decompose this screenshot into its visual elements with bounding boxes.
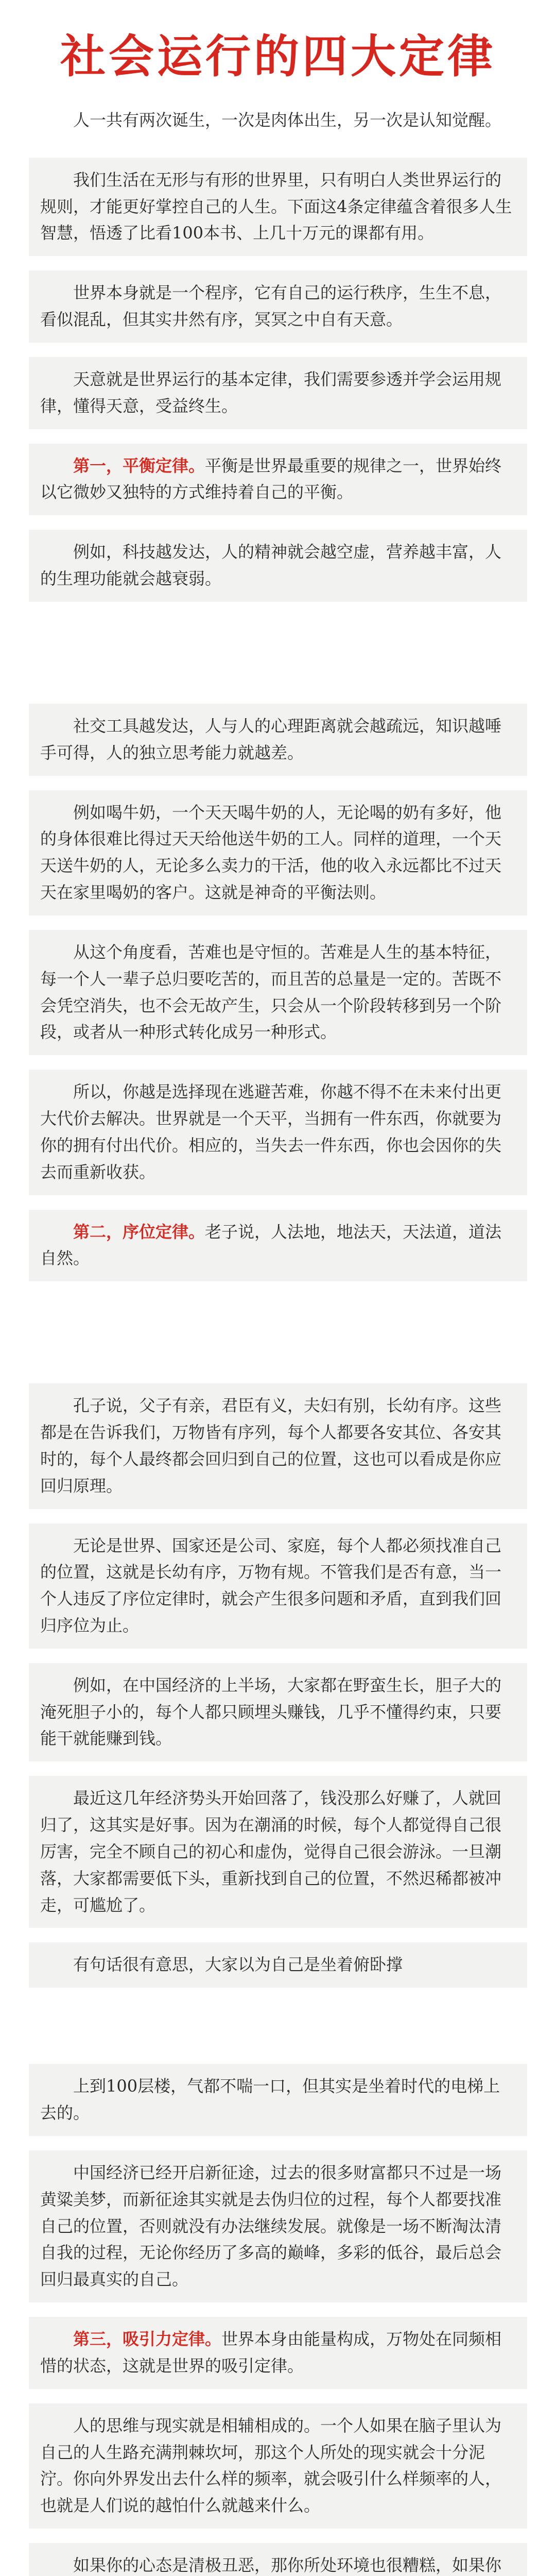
body-paragraph [29, 930, 527, 1055]
article-body [29, 98, 527, 2576]
body-paragraph [29, 2064, 527, 2136]
paragraph-text: 上到100层楼，气都不喘一口，但其实是坐着时代的电梯上去的。 [40, 2076, 500, 2123]
paragraph-text: 如果你的心态是清极丑恶，那你所处环境也很糟糕，如果你 [73, 2555, 502, 2575]
section-gap [29, 2002, 527, 2064]
body-paragraph [29, 1070, 527, 1195]
paragraph-text: 从这个角度看，苦难也是守恒的。苦难是人生的基本特征，每一个人一辈子总归要吃苦的，而且苦的总量是一定的。苦既不会凭空消失，也不会无故产生，只会从一个阶段转移到另一个阶段，或者从一种形式转化成另一种形式。 [40, 942, 502, 1042]
paragraph-text: 无论是世界、国家还是公司、家庭，每个人都必须找准自己的位置，这就是长幼有序，万物有规。不管我们是否有意，当一个人违反了序位定律时，就会产生很多问题和矛盾，直到我们回归序位为止。 [40, 1535, 502, 1635]
paragraph-text: 老子说，人法地，地法天，天法道，道法自然。 [40, 1222, 502, 1268]
body-paragraph [29, 2150, 527, 2302]
paragraph-text: 有句话很有意思，大家以为自己是坐着俯卧撑 [73, 1955, 403, 1975]
paragraph-text: 我们生活在无形与有形的世界里，只有明白人类世界运行的规则，才能更好掌控自己的人生。下面这4条定律蕴含着很多人生智慧，悟透了比看100本书、上几十万元的课都有用。 [40, 170, 512, 243]
paragraph-text: 例如，科技越发达，人的精神就会越空虚，营养越丰富，人的生理功能就会越衰弱。 [40, 542, 502, 589]
section-gap [29, 1296, 527, 1383]
body-paragraph [29, 2543, 527, 2576]
body-paragraph [29, 158, 527, 256]
law-title: 第三，吸引力定律。 [73, 2329, 222, 2349]
paragraph-text: 中国经济已经开启新征途，过去的很多财富都只不过是一场黄粱美梦，而新征途其实就是去伪归位的过程，每个人都要找准自己的位置，否则就没有办法继续发展。就像是一场不断淘汰清自我的过程，无论你经历了多高的巅峰，多彩的低谷，最后总会回归最真实的自己。 [40, 2162, 502, 2290]
body-paragraph [29, 704, 527, 776]
law-title: 第一，平衡定律。 [73, 455, 205, 476]
body-paragraph [29, 357, 527, 429]
body-paragraph [29, 270, 527, 343]
body-paragraph [29, 2403, 527, 2529]
body-paragraph [29, 1383, 527, 1509]
paragraph-text: 世界本身就是一个程序，它有自己的运行秩序，生生不息，看似混乱，但其实井然有序，冥冥之中自有天意。 [40, 283, 502, 330]
law-heading-paragraph [29, 444, 527, 516]
paragraph-text: 社交工具越发达，人与人的心理距离就会越疏远，知识越唾手可得，人的独立思考能力就越差。 [40, 716, 502, 762]
body-paragraph [29, 1776, 527, 1928]
law-heading-paragraph [29, 2317, 527, 2389]
body-paragraph [29, 1663, 527, 1761]
article-title: 社会运行的四大定律 [60, 30, 496, 83]
paragraph-text: 世界本身由能量构成，万物处在同频相惜的状态，这就是世界的吸引定律。 [40, 2329, 502, 2376]
paragraph-text: 人的思维与现实就是相辅相成的。一个人如果在脑子里认为自己的人生路充满荆棘坎坷，那这个人所处的现实就会十分泥泞。你向外界发出去什么样的频率，就会吸引什么样频率的人，也就是人们说的越怕什么就越来什么。 [40, 2415, 502, 2516]
paragraph-text: 例如，在中国经济的上半场，大家都在野蛮生长，胆子大的淹死胆子小的，每个人都只顾埋头赚钱，几乎不懂得约束，只要能干就能赚到钱。 [40, 1675, 502, 1749]
body-paragraph [29, 1523, 527, 1649]
law-title: 第二，序位定律。 [73, 1222, 205, 1242]
section-gap [29, 616, 527, 704]
paragraph-text: 所以，你越是选择现在逃避苦难，你越不得不在未来付出更大代价去解决。世界就是一个天平，当拥有一件东西，你就要为你的拥有付出代价。相应的，当失去一件东西，你也会因你的失去而重新收获。 [40, 1082, 502, 1182]
law-heading-paragraph [29, 1210, 527, 1282]
paragraph-text: 天意就是世界运行的基本定律，我们需要参透并学会运用规律，懂得天意，受益终生。 [40, 369, 502, 416]
body-paragraph [29, 790, 527, 916]
body-paragraph [29, 1942, 527, 1988]
paragraph-text: 最近这几年经济势头开始回落了，钱没那么好赚了，人就回归了，这其实是好事。因为在潮涌的时候，每个人都觉得自己很厉害，完全不顾自己的初心和虚伪，觉得自己很会游泳。一旦潮落，大家都需要低下头，重新找到自己的位置，不然迟稀都被冲走，可尴尬了。 [40, 1788, 502, 1915]
paragraph-text: 人一共有两次诞生，一次是肉体出生，另一次是认知觉醒。 [73, 110, 502, 130]
body-paragraph [29, 98, 527, 143]
body-paragraph [29, 530, 527, 602]
paragraph-text: 孔子说，父子有亲，君臣有义，夫妇有别，长幼有序。这些都是在告诉我们，万物皆有序列，每个人都要各安其位、各安其时的，每个人最终都会回归到自己的位置，这也可以看成是你应回归原理。 [40, 1396, 502, 1496]
paragraph-text: 平衡是世界最重要的规律之一，世界始终以它微妙又独特的方式维持着自己的平衡。 [40, 455, 502, 502]
paragraph-text: 例如喝牛奶，一个天天喝牛奶的人，无论喝的奶有多好，他的身体很难比得过天天给他送牛奶的工人。同样的道理，一个天天送牛奶的人，无论多么卖力的干活，他的收入永远都比不过天天在家里喝奶的客户。这就是神奇的平衡法则。 [40, 802, 502, 903]
